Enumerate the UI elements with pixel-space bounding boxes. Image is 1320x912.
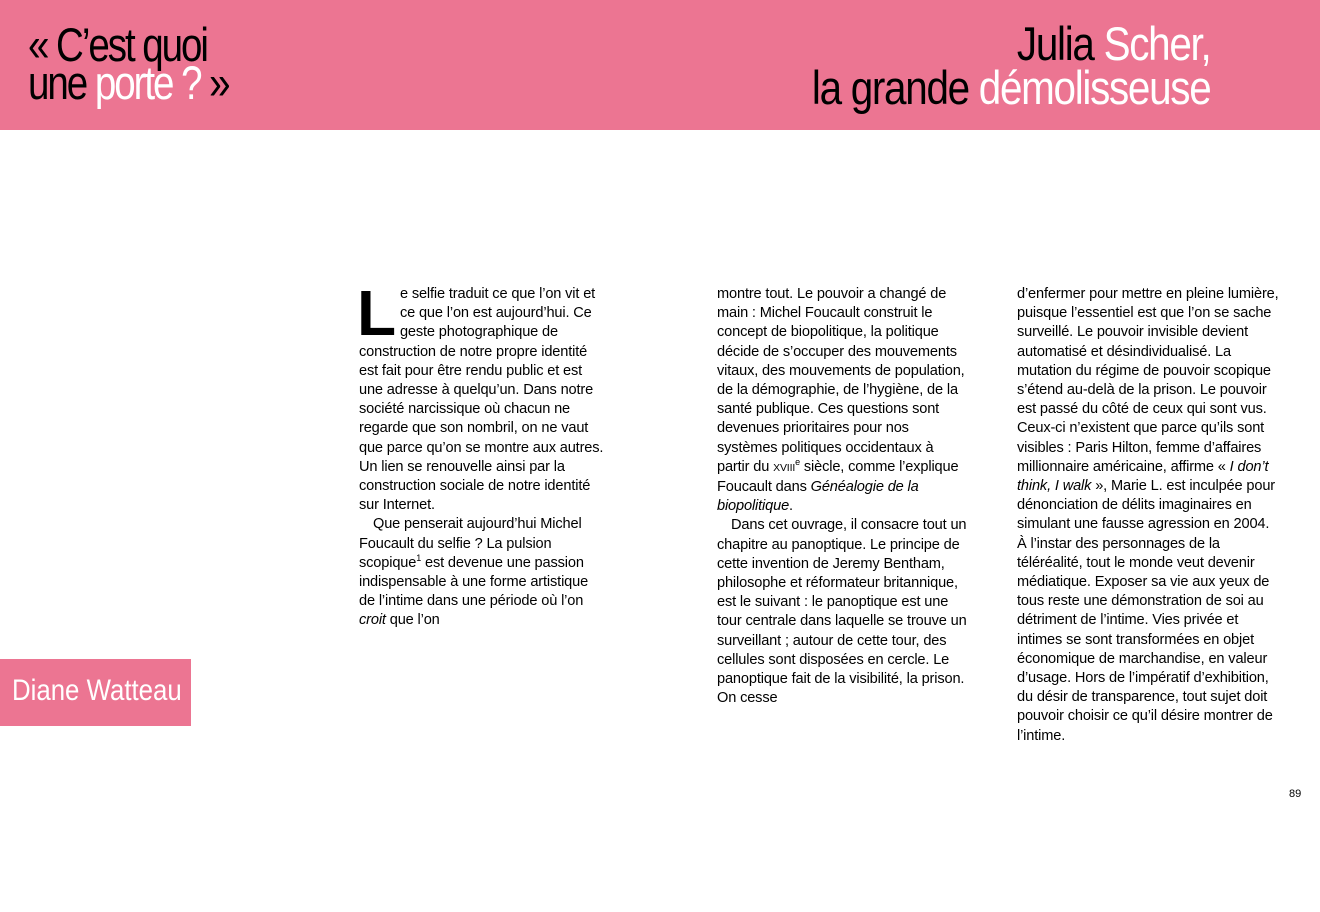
paragraph-text: montre tout. Le pouvoir a changé de main : Michel Foucault construit le concept de biopolitique, la politique décide de s’occuper des mouvements vitaux, des mouvements de population, de la démographie, de l’hygiène, de la santé publique. Ces questions sont devenues prioritaires pour nos systèmes politiques occidentaux à partir du bbox=[717, 286, 965, 475]
article-title-line2 bbox=[811, 61, 1210, 114]
body-column-2 bbox=[717, 285, 969, 708]
author-name: Diane Watteau bbox=[12, 674, 182, 707]
paragraph-text: d’enfermer pour mettre en pleine lumière, puisque l’essentiel est que l’on se sache surveillé. Le pouvoir invisible devient automatisé et désindividualisé. La mutation du régime de pouvoir scopique s’étend au-delà de la prison. Le pouvoir est passé du côté de ceux qui sont vus. Ceux-ci n’existent que parce qu’ils sont visibles : Paris Hilton, femme d’affaires millionnaire américaine, affirme « bbox=[1017, 286, 1279, 475]
paragraph-text: est devenue une passion indispensable à une forme artistique de l’intime dans une période où l’on bbox=[359, 554, 589, 610]
section-title-black: une bbox=[28, 56, 95, 109]
body-column-3 bbox=[1017, 285, 1279, 746]
paragraph-text: e selfie traduit ce que l’on vit et ce que l’on est aujourd’hui. Ce geste photographique de construction de notre propre identité est fait pour être rendu public et est une adresse à quelqu’un. Dans notre société narcissique où chacun ne regarde que son nombril, on ne vaut que parce qu’on se montre aux autres. Un lien se renouvelle ainsi par la construction sociale de notre identité sur Internet. bbox=[359, 286, 604, 514]
section-title-line2 bbox=[28, 56, 229, 109]
book-title: Généalogie de la biopolitique bbox=[717, 479, 919, 515]
century-suffix: e bbox=[795, 456, 800, 467]
paragraph-text: siècle, comme l’explique Foucault dans bbox=[717, 458, 959, 496]
article-title-line1 bbox=[811, 17, 1210, 70]
author-box bbox=[0, 659, 191, 726]
paragraph bbox=[359, 515, 604, 630]
section-title-line1: « C’est quoi bbox=[28, 18, 207, 71]
paragraph: Dans cet ouvrage, il consacre tout un chapitre au panoptique. Le principe de cette invention de Jeremy Bentham, philosophe et réformateur britannique, est le suivant : le panoptique est une tour centrale dans laquelle se trouve un surveillant ; autour de cette tour, des cellules sont disposées en cercle. Le panoptique fait de la visibilité, la prison. On cesse bbox=[717, 517, 967, 707]
paragraph bbox=[1017, 285, 1279, 746]
paragraph-text: », Marie L. est inculpée pour dénonciation de délits imaginaires en simulant une fausse agression en 2004. À l’instar des personnages de la téléréalité, tout le monde veut devenir médiatique. Exposer sa vie aux yeux de tous reste une démonstration de soi au détriment de l’intime. Vies privée et intimes se sont transformées en objet économique de marchandise, en valeur d’usage. Hors de l’impératif d’exhibition, du désir de transparence, tout sujet doit pouvoir choisir ce qu’il désire montrer de l’intime. bbox=[1017, 478, 1275, 744]
paragraph-text: que l’on bbox=[385, 612, 440, 629]
drop-cap: L bbox=[357, 277, 396, 349]
emphasis: croit bbox=[359, 612, 386, 629]
body-column-1 bbox=[357, 277, 604, 631]
article-title-name: Julia bbox=[1016, 17, 1104, 70]
paragraph bbox=[717, 285, 969, 516]
section-title-close: » bbox=[200, 56, 229, 109]
article-title-black: la grande bbox=[811, 61, 979, 114]
paragraph bbox=[357, 277, 604, 515]
article-title-surname: Scher, bbox=[1103, 17, 1210, 70]
article-title-white: démolisseuse bbox=[978, 61, 1210, 114]
article-title bbox=[811, 17, 1210, 114]
section-title-white: porte ? bbox=[94, 56, 201, 109]
paragraph-text: . bbox=[789, 498, 793, 515]
section-title bbox=[28, 18, 229, 109]
footnote-marker: 1 bbox=[416, 552, 422, 563]
century-numeral: XVIII bbox=[773, 461, 796, 474]
paragraph-text: Que penserait aujourd’hui Michel Foucault du selfie ? La pulsion scopique bbox=[359, 516, 582, 571]
quote: I don’t think, I walk bbox=[1017, 458, 1269, 495]
page-number: 89 bbox=[1289, 788, 1302, 800]
